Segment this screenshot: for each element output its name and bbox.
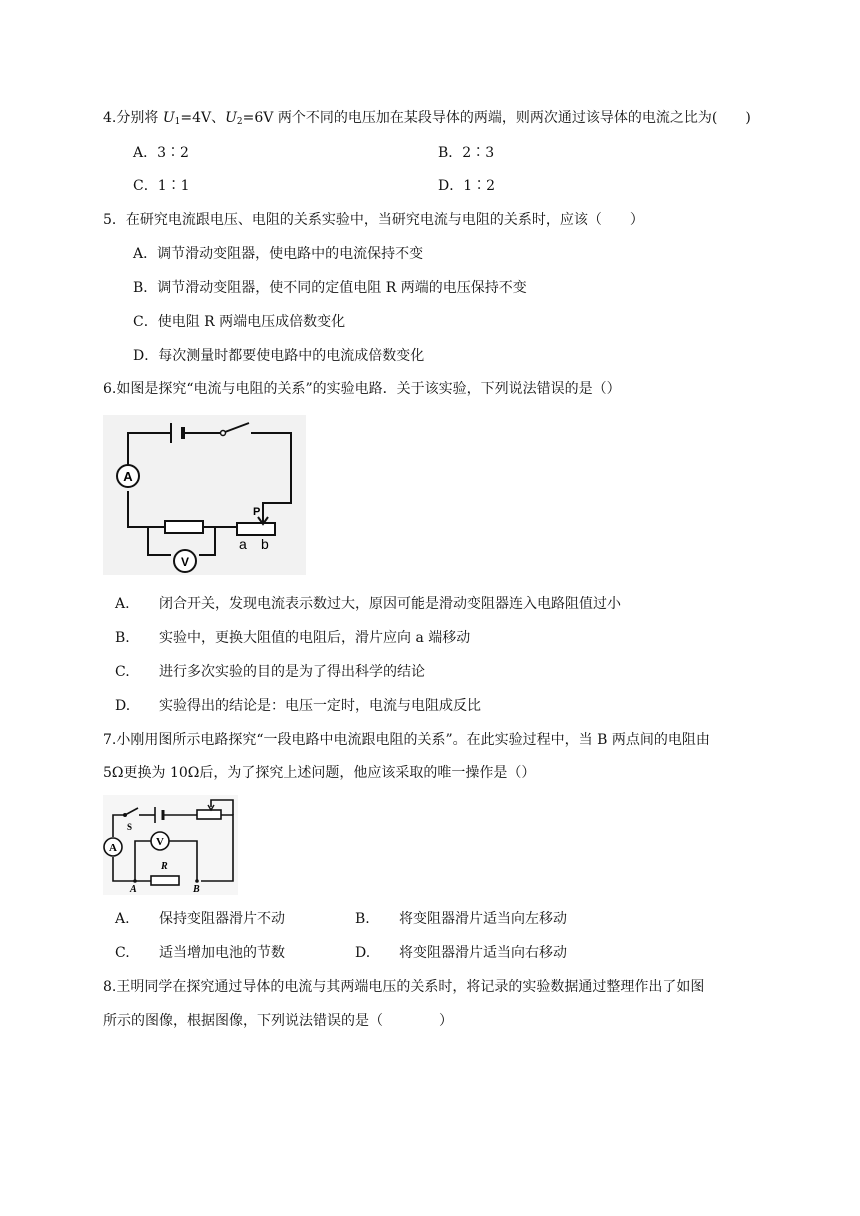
question-6-stem: 6.如图是探究“电流与电阻的关系”的实验电路．关于该实验，下列说法错误的是（）: [103, 381, 621, 397]
q4-u2-sub: 2: [236, 117, 243, 127]
q7-option-c-letter: C.: [115, 945, 130, 961]
q7-option-d-letter: D.: [355, 945, 371, 961]
q6-circuit-diagram: [103, 415, 306, 575]
q6-option-a-text: 闭合开关，发现电流表示数过大，原因可能是滑动变阻器连入电路阻值过小: [159, 596, 621, 612]
q4-text-pre: 4.分别将: [103, 110, 163, 126]
q6-circuit-svg: [103, 415, 306, 575]
q7-point-b-label: B: [193, 884, 200, 895]
q4-option-b: B．2∶3: [438, 145, 495, 161]
q7-option-a-letter: A.: [115, 911, 130, 927]
q7-resistor-icon: [151, 876, 179, 885]
q7-switch-label: S: [127, 822, 133, 832]
q7-node-a: [133, 879, 137, 883]
q4-option-a: A．3∶2: [133, 145, 189, 161]
q5-option-c: C．使电阻 R 两端电压成倍数变化: [133, 314, 346, 330]
q6-option-c-text: 进行多次实验的目的是为了得出科学的结论: [159, 664, 425, 680]
q6-option-c: [115, 662, 425, 682]
q6-wire-right: [251, 433, 291, 513]
q6-slider-label: P: [253, 506, 261, 518]
q5-option-b: B．调节滑动变阻器，使不同的定值电阻 R 两端的电压保持不变: [133, 280, 527, 296]
q4-u2-value: =6V 两个不同的电压加在某段导体的两端，则两次通过该导体的电流之比为( ): [242, 110, 751, 126]
q7-option-b: [355, 909, 567, 929]
q7-circuit-diagram: [103, 795, 238, 895]
q5-option-d: D．每次测量时都要使电路中的电流成倍数变化: [133, 348, 425, 364]
q6-option-a: [115, 594, 621, 614]
q7-option-b-text: 将变阻器滑片适当向左移动: [399, 911, 567, 927]
q7-wire-voltmeter-left: [135, 841, 151, 881]
q6-option-a-letter: A.: [115, 596, 130, 612]
q7-node-b: [195, 879, 199, 883]
q6-option-d-text: 实验得出的结论是：电压一定时，电流与电阻成反比: [159, 698, 481, 714]
q7-wire-voltmeter-right: [169, 841, 197, 881]
q6-voltmeter-label: V: [180, 555, 190, 569]
q7-wire-right: [201, 815, 233, 881]
q6-option-d-letter: D.: [115, 698, 131, 714]
question-7-stem-line2: 5Ω更换为 10Ω后，为了探究上述问题，他应该采取的唯一操作是（）: [103, 765, 536, 781]
q6-rheostat-icon: [237, 523, 275, 535]
q7-option-b-letter: B.: [355, 911, 370, 927]
q7-point-a-label: A: [130, 884, 137, 895]
q7-option-c-text: 适当增加电池的节数: [159, 945, 285, 961]
question-7-stem-line1: 7.小刚用图所示电路探究“一段电路中电流跟电阻的关系”。在此实验过程中，当 B 两点间的电阻由: [103, 732, 710, 748]
q6-option-c-letter: C.: [115, 664, 130, 680]
q6-end-a-label: a: [239, 536, 247, 552]
q4-u1: U: [162, 110, 175, 126]
q6-switch-blade: [225, 423, 249, 432]
q7-option-a: [115, 909, 285, 929]
q7-rheostat-icon: [197, 810, 221, 819]
q7-resistor-label: R: [161, 861, 168, 872]
q6-ammeter-label: A: [123, 469, 133, 484]
q7-voltmeter-label: V: [156, 836, 164, 848]
question-8-stem-line1: 8.王明同学在探究通过导体的电流与其两端电压的关系时，将记录的实验数据通过整理作出了如图: [103, 979, 705, 995]
q7-option-d: [355, 943, 567, 963]
q4-u1-value: =4V、: [180, 110, 226, 126]
q5-option-a: A．调节滑动变阻器，使电路中的电流保持不变: [133, 246, 424, 262]
q4-u1-sub: 1: [174, 117, 181, 127]
q7-wire-top-left: [113, 815, 125, 837]
question-5-stem: 5．在研究电流跟电压、电阻的关系实验中，当研究电流与电阻的关系时，应该（ ）: [103, 212, 644, 228]
q6-resistor-icon: [165, 521, 203, 533]
q6-option-b: [115, 628, 470, 648]
q4-u2: U: [225, 110, 237, 126]
q6-option-d: [115, 696, 481, 716]
question-4-stem: [103, 108, 751, 132]
q7-option-a-text: 保持变阻器滑片不动: [159, 911, 285, 927]
q4-option-c: C．1∶1: [133, 178, 190, 194]
q6-option-b-letter: B.: [115, 630, 130, 646]
question-8-stem-line2: 所示的图像，根据图像，下列说法错误的是（ ）: [103, 1013, 453, 1029]
q7-circuit-svg: [103, 795, 238, 895]
q6-option-b-text: 实验中，更换大阻值的电阻后，滑片应向 a 端移动: [159, 630, 471, 646]
q6-end-b-label: b: [261, 536, 269, 552]
q7-switch-blade: [125, 808, 138, 815]
q7-ammeter-label: A: [109, 842, 117, 854]
q4-option-d: D．1∶2: [438, 178, 496, 194]
q7-option-c: [115, 943, 285, 963]
q7-option-d-text: 将变阻器滑片适当向右移动: [399, 945, 567, 961]
